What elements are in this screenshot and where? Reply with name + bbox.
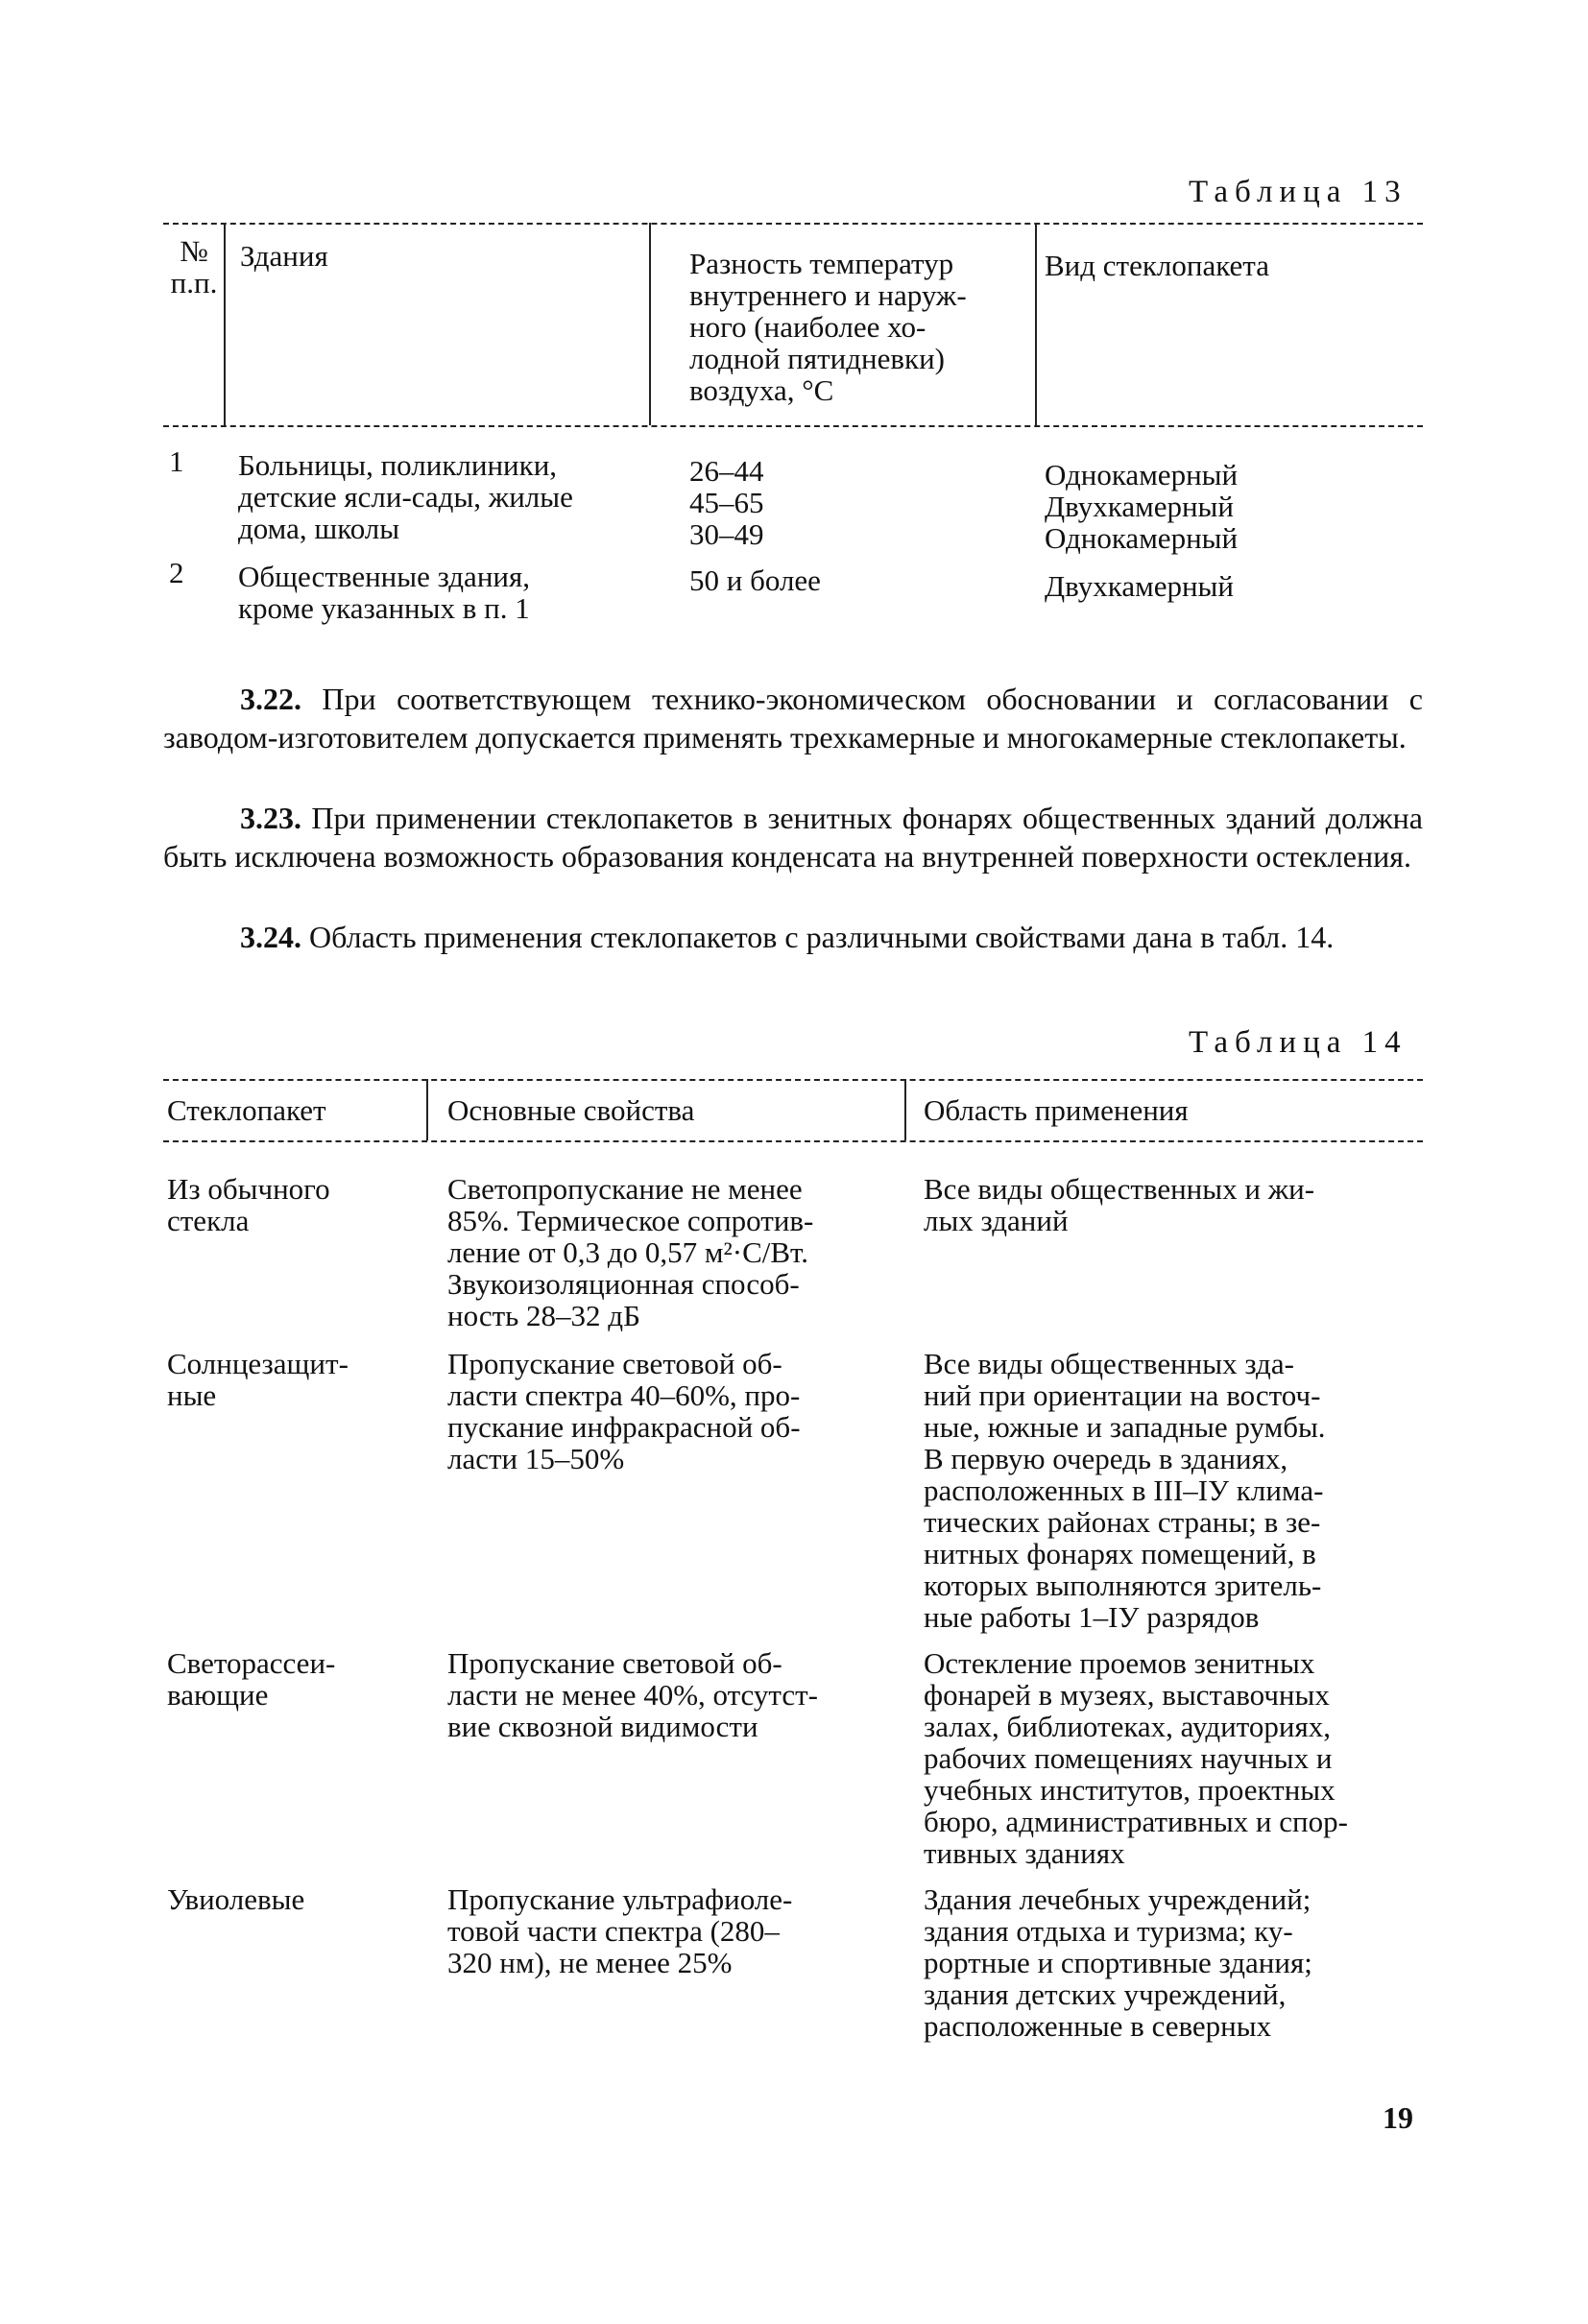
paragraph-3-24-number: 3.24.	[240, 920, 301, 954]
table14-row4-usage: Здания лечебных учреждений; здания отдыха и туризма; ку- рортные и спортивные здания; здания детских учреждений, расположенные в северных	[924, 1882, 1312, 2043]
table13-top-rule	[163, 223, 1423, 225]
table14-row1-usage: Все виды общественных и жи- лых зданий	[924, 1172, 1315, 1237]
table13-row2-type: Двухкамерный	[1045, 569, 1234, 603]
table14-row3-usage: Остекление проемов зенитных фонарей в музеях, выставочных залах, библиотеках, аудиториях, рабочих помещениях научных и учебных институтов, проектных бюро, административных и спор- тивных зданиях	[924, 1646, 1348, 1870]
table14-header-props: Основные свойства	[447, 1093, 695, 1127]
table13-caption: Таблица 13	[1189, 175, 1408, 209]
paragraph-3-23-number: 3.23.	[240, 801, 301, 835]
table13-row1-type: Однокамерный Двухкамерный Однокамерный	[1045, 458, 1239, 555]
paragraph-3-23-text: При применении стеклопакетов в зенитных фонарях общественных зданий должна быть исключена возможность образования конденсата на внутренней поверхности остекления.	[163, 801, 1423, 874]
table14-row1-unit: Из обычного стекла	[167, 1172, 330, 1237]
table14-row4-props: Пропускание ультрафиоле- товой части спектра (280– 320 нм), не менее 25%	[447, 1882, 793, 1979]
table14-header-unit: Стеклопакет	[167, 1093, 326, 1127]
table14-col-divider-2	[904, 1079, 906, 1140]
table13-row2-num: 2	[169, 556, 184, 589]
paragraph-3-24	[163, 918, 1423, 956]
table13-col-divider-2	[649, 223, 651, 425]
table13-row1-num: 1	[169, 444, 184, 478]
paragraph-3-23	[163, 799, 1423, 875]
table14-caption: Таблица 14	[1189, 1025, 1408, 1060]
table13-row1-temp: 26–44 45–65 30–49	[689, 454, 764, 551]
paragraph-3-22	[163, 680, 1423, 756]
table14-row2-props: Пропускание световой об- ласти спектра 40–60%, про- пускание инфракрасной об- ласти 15–50%	[447, 1347, 801, 1475]
table13-row2-temp: 50 и более	[689, 563, 821, 597]
paragraph-3-22-number: 3.22.	[240, 682, 301, 716]
table13-header-num: № п.п.	[170, 234, 218, 299]
table14-row3-props: Пропускание световой об- ласти не менее 40%, отсутст- вие сквозной видимости	[447, 1646, 818, 1743]
table13-header-rule	[163, 425, 1423, 427]
table14-top-rule	[163, 1079, 1423, 1081]
table13-header-type: Вид стеклопакета	[1045, 249, 1269, 282]
table14-row2-unit: Солнцезащит- ные	[167, 1347, 349, 1412]
table14-header-usage: Область применения	[924, 1093, 1189, 1127]
table13-header-building: Здания	[240, 239, 328, 273]
paragraph-3-22-text: При соответствующем технико-экономическом обосновании и согласовании с заводом-изготовителем допускается применять трехкамерные и многокамерные стеклопакеты.	[163, 682, 1423, 755]
table14-row3-unit: Светорассеи- вающие	[167, 1646, 336, 1712]
table13-col-divider-3	[1035, 223, 1037, 425]
table13-row2-building: Общественные здания, кроме указанных в п. 1	[238, 560, 531, 625]
paragraph-3-24-text: Область применения стеклопакетов с различными свойствами дана в табл. 14.	[301, 920, 1335, 954]
table14-row1-props: Светопропускание не менее 85%. Термическое сопротив- ление от 0,3 до 0,57 м²·С/Вт. Звукоизоляционная способ- ность 28–32 дБ	[447, 1172, 814, 1332]
table14-header-rule	[163, 1140, 1423, 1142]
table13-header-temp: Разность температур внутреннего и наруж- ного (наиболее хо- лодной пятидневки) воздуха, °С	[689, 247, 967, 407]
table14-col-divider-1	[426, 1079, 428, 1140]
table13-row1-building: Больницы, поликлиники, детские ясли-сады, жилые дома, школы	[238, 448, 573, 545]
table13-col-divider-1	[224, 223, 226, 425]
table14-row4-unit: Увиолевые	[167, 1882, 305, 1916]
page-number: 19	[1383, 2100, 1413, 2135]
table14-row2-usage: Все виды общественных зда- ний при ориентации на восточ- ные, южные и западные румбы. В первую очередь в зданиях, расположенных в III–IУ клима- тических районах страны; в зе- нитных фонарях помещений, в которых выполняются зритель- ные работы 1–IУ разрядов	[924, 1347, 1326, 1634]
